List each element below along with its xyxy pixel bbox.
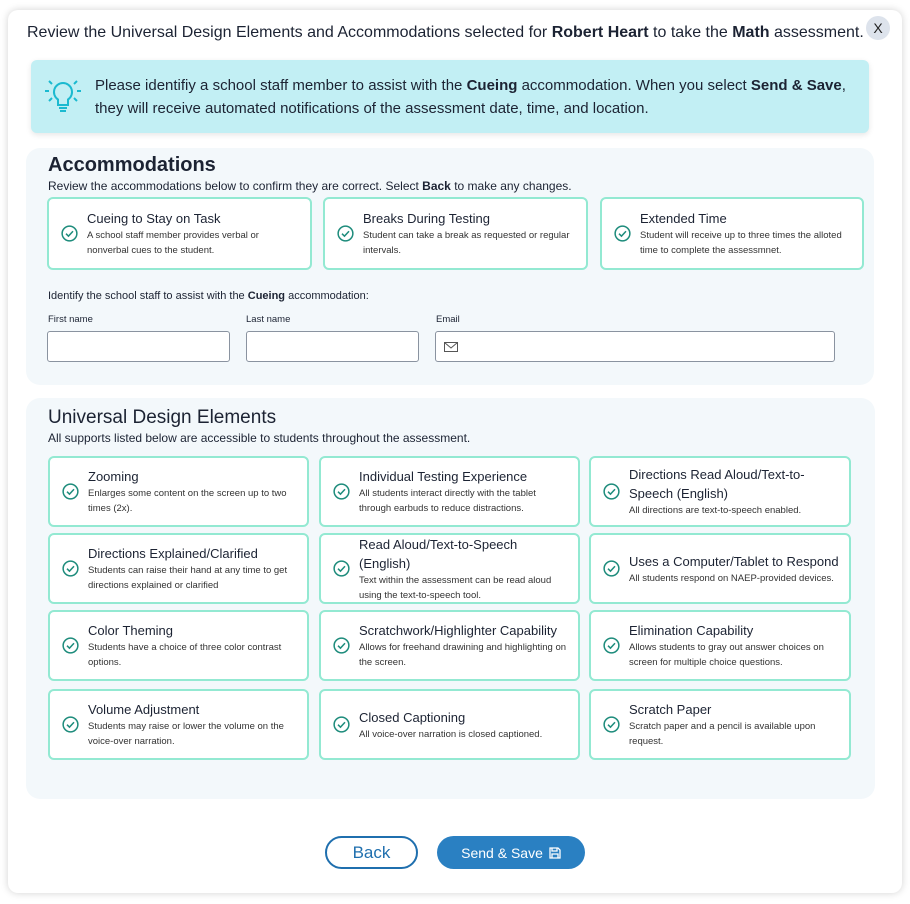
check-circle-icon xyxy=(333,483,350,500)
card-title: Directions Read Aloud/Text-to-Speech (English) xyxy=(629,467,805,501)
card-description: Allows students to gray out answer choices on screen for multiple choice questions. xyxy=(629,642,824,668)
card-description: Enlarges some content on the screen up to two times (2x). xyxy=(88,488,287,514)
card-title: Directions Explained/Clarified xyxy=(88,546,258,561)
first-name-label: First name xyxy=(48,314,93,325)
email-input[interactable] xyxy=(435,331,835,362)
ude-subtitle: All supports listed below are accessible to students throughout the assessment. xyxy=(48,431,471,445)
card-title: Individual Testing Experience xyxy=(359,469,528,484)
card-description: Students may raise or lower the volume on the voice-over narration. xyxy=(88,721,284,747)
check-circle-icon xyxy=(61,225,78,242)
send-save-label: Send & Save xyxy=(461,844,543,861)
card-title: Closed Captioning xyxy=(359,709,466,725)
card-description: Allows for freehand drawining and highlighting on the screen. xyxy=(359,642,567,668)
support-card xyxy=(319,689,580,760)
close-button[interactable]: X xyxy=(866,16,890,40)
support-card xyxy=(319,610,580,681)
check-circle-icon xyxy=(62,716,79,733)
card-description: Text within the assessment can be read aloud using the text-to-speech tool. xyxy=(359,574,552,601)
support-card xyxy=(48,689,309,760)
support-card xyxy=(47,197,312,270)
card-title: Breaks During Testing xyxy=(363,211,490,226)
check-circle-icon xyxy=(603,716,620,733)
card-title: Zooming xyxy=(88,469,139,484)
card-title: Scratchwork/Highlighter Capability xyxy=(359,623,557,638)
ude-heading: Universal Design Elements xyxy=(48,407,277,428)
accommodations-subtitle: Review the accommodations below to confirm they are correct. Select Back to make any changes. xyxy=(48,179,572,193)
card-description: Student can take a break as requested or regular intervals. xyxy=(363,230,570,256)
card-title: Cueing to Stay on Task xyxy=(87,211,221,226)
card-description: Student will receive up to three times the alloted time to complete the assessmnet. xyxy=(640,230,842,256)
back-button[interactable]: Back xyxy=(325,836,418,869)
support-card xyxy=(600,197,864,270)
card-title: Volume Adjustment xyxy=(88,702,200,717)
check-circle-icon xyxy=(614,225,631,242)
banner-text: Please identifiy a school staff member to assist with the Cueing accommodation. When you select Send & Save, they will receive automated notifications of the assessment date, time, and location. xyxy=(95,76,846,117)
envelope-icon xyxy=(444,342,458,352)
support-card xyxy=(48,456,309,527)
card-description: All voice-over narration is closed captioned. xyxy=(359,728,543,740)
last-name-label: Last name xyxy=(246,314,291,325)
check-circle-icon xyxy=(603,637,620,654)
support-card xyxy=(589,456,851,527)
check-circle-icon xyxy=(333,560,350,577)
card-description: A school staff member provides verbal or nonverbal cues to the student. xyxy=(87,230,259,256)
check-circle-icon xyxy=(603,560,620,577)
email-label: Email xyxy=(436,314,460,325)
first-name-input[interactable] xyxy=(47,331,230,362)
check-circle-icon xyxy=(603,483,620,500)
check-circle-icon xyxy=(62,483,79,500)
staff-prompt: Identify the school staff to assist with the Cueing accommodation: xyxy=(48,290,369,302)
card-title: Extended Time xyxy=(640,211,727,226)
support-card xyxy=(48,533,309,604)
card-description: All directions are text-to-speech enabled. xyxy=(629,505,802,516)
check-circle-icon xyxy=(333,716,350,733)
card-description: All students interact directly with the tablet through earbuds to reduce distractions. xyxy=(359,488,536,514)
card-title: Color Theming xyxy=(88,623,174,638)
check-circle-icon xyxy=(62,560,79,577)
save-icon xyxy=(549,847,561,859)
card-description: Students can raise their hand at any time to get directions explained or clarified xyxy=(88,565,288,591)
support-card xyxy=(323,197,588,270)
support-card xyxy=(319,533,580,604)
card-title: Read Aloud/Text-to-Speech (English) xyxy=(359,536,518,571)
lightbulb-icon xyxy=(41,77,85,117)
info-banner xyxy=(31,60,869,133)
support-card xyxy=(589,533,851,604)
accommodations-heading: Accommodations xyxy=(48,154,216,176)
card-description: All students respond on NAEP-provided devices. xyxy=(629,572,834,584)
modal-title: Review the Universal Design Elements and Accommodations selected for Robert Heart to take the Math assessment. xyxy=(27,24,864,41)
support-card xyxy=(319,456,580,527)
check-circle-icon xyxy=(337,225,354,242)
card-title: Scratch Paper xyxy=(629,702,712,717)
card-title: Elimination Capability xyxy=(629,623,754,638)
send-save-button[interactable] xyxy=(437,836,585,869)
check-circle-icon xyxy=(333,637,350,654)
last-name-input[interactable] xyxy=(246,331,419,362)
support-card xyxy=(589,689,851,760)
check-circle-icon xyxy=(62,637,79,654)
card-description: Scratch paper and a pencil is available upon request. xyxy=(629,721,816,747)
card-description: Students have a choice of three color contrast options. xyxy=(88,642,282,668)
support-card xyxy=(589,610,851,681)
card-title: Uses a Computer/Tablet to Respond xyxy=(629,553,839,569)
support-card xyxy=(48,610,309,681)
